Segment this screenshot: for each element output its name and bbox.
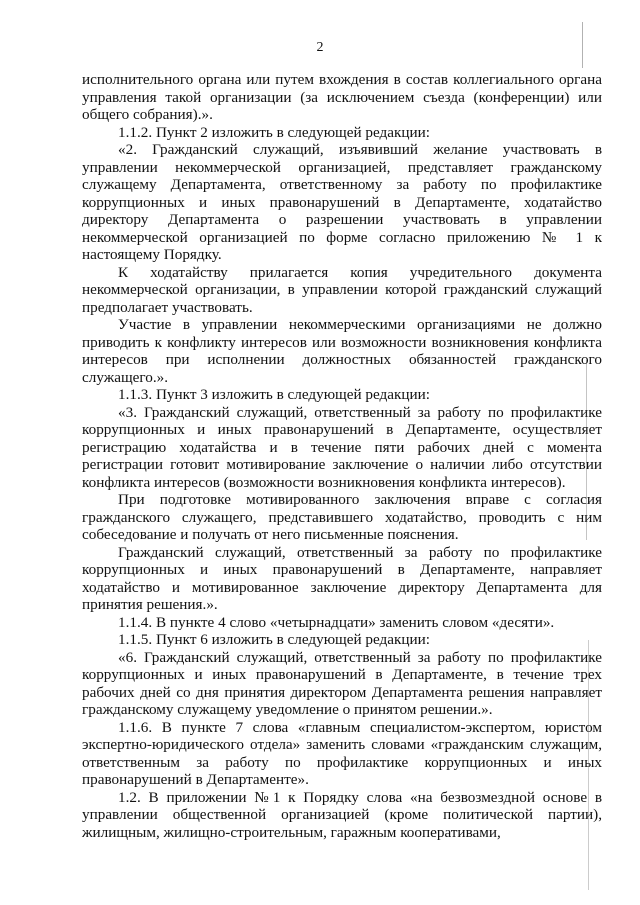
document-body bbox=[82, 71, 602, 841]
scan-line-margin bbox=[586, 360, 587, 540]
paragraph-interview: При подготовке мотивированного заключения вправе с согласия гражданского служащего, представившего ходатайство, проводить с ним собеседование и получать от него письменные пояснения. bbox=[82, 491, 602, 543]
paragraph-item-1-1-6: 1.1.6. В пункте 7 слова «главным специалистом-экспертом, юристом экспертно-юридического отдела» заменить словами «гражданским служащим, ответственным за работу по профилактике коррупционных и иных правонарушений в Департаменте». bbox=[82, 718, 602, 788]
paragraph-item-1-1-3: 1.1.3. Пункт 3 изложить в следующей редакции: bbox=[118, 386, 431, 403]
paragraph-quote-6: «6. Гражданский служащий, ответственный за работу по профилактике коррупционных и иных правонарушений в Департаменте, в течение трех рабочих дней со дня принятия директором Департамента решения направляет гражданскому служащему уведомление о принятом решении.». bbox=[82, 648, 602, 718]
paragraph-continuation: исполнительного органа или путем вхождения в состав коллегиального органа управления такой организации (за исключением съезда (конференции) или общего собрания).». bbox=[82, 71, 602, 123]
paragraph-item-1-2: 1.2. В приложении №1 к Порядку слова «на безвозмездной основе в управлении общественной организацией (кроме политической партии), жилищным, жилищно-строительным, гаражным кооперативами, bbox=[82, 788, 602, 841]
paragraph-forward: Гражданский служащий, ответственный за работу по профилактике коррупционных и иных правонарушений в Департаменте, направляет ходатайство и мотивированное заключение директору Департамента для принятия решения.». bbox=[82, 543, 602, 613]
scan-line-top bbox=[582, 22, 583, 68]
paragraph-quote-2: «2. Гражданский служащий, изъявивший желание участвовать в управлении некоммерческой организацией, представляет гражданскому служащему Департамента, ответственному за работу по профилактике коррупционных и иных правонарушений в Департаменте, ходатайство директору Департамента о разрешении участвовать в управлении некоммерческой организацией по форме согласно приложению № 1 к настоящему Порядку. bbox=[82, 141, 602, 263]
paragraph-quote-3: «3. Гражданский служащий, ответственный за работу по профилактике коррупционных и иных правонарушений в Департаменте, осуществляет регистрацию ходатайства и в течение пяти рабочих дней с момента регистрации готовит мотивирование заключение о наличии либо отсутствии конфликта интересов (возможности возникновения конфликта интересов). bbox=[82, 403, 602, 491]
paragraph-item-1-1-2: 1.1.2. Пункт 2 изложить в следующей редакции: bbox=[118, 123, 431, 141]
scan-line-bottom bbox=[588, 640, 589, 890]
paragraph-item-1-1-5: 1.1.5. Пункт 6 изложить в следующей редакции: bbox=[118, 631, 431, 648]
page-number: 2 bbox=[316, 40, 324, 55]
paragraph-conflict: Участие в управлении некоммерческими организациями не должно приводить к конфликту интересов или возможности возникновения конфликта интересов при исполнении должностных обязанностей гражданского служащего.». bbox=[82, 316, 602, 386]
paragraph-item-1-1-4: 1.1.4. В пункте 4 слово «четырнадцати» заменить словом «десяти». bbox=[118, 613, 555, 631]
paragraph-attachment: К ходатайству прилагается копия учредительного документа некоммерческой организации, в управлении которой гражданский служащий предполагает участвовать. bbox=[82, 263, 602, 316]
